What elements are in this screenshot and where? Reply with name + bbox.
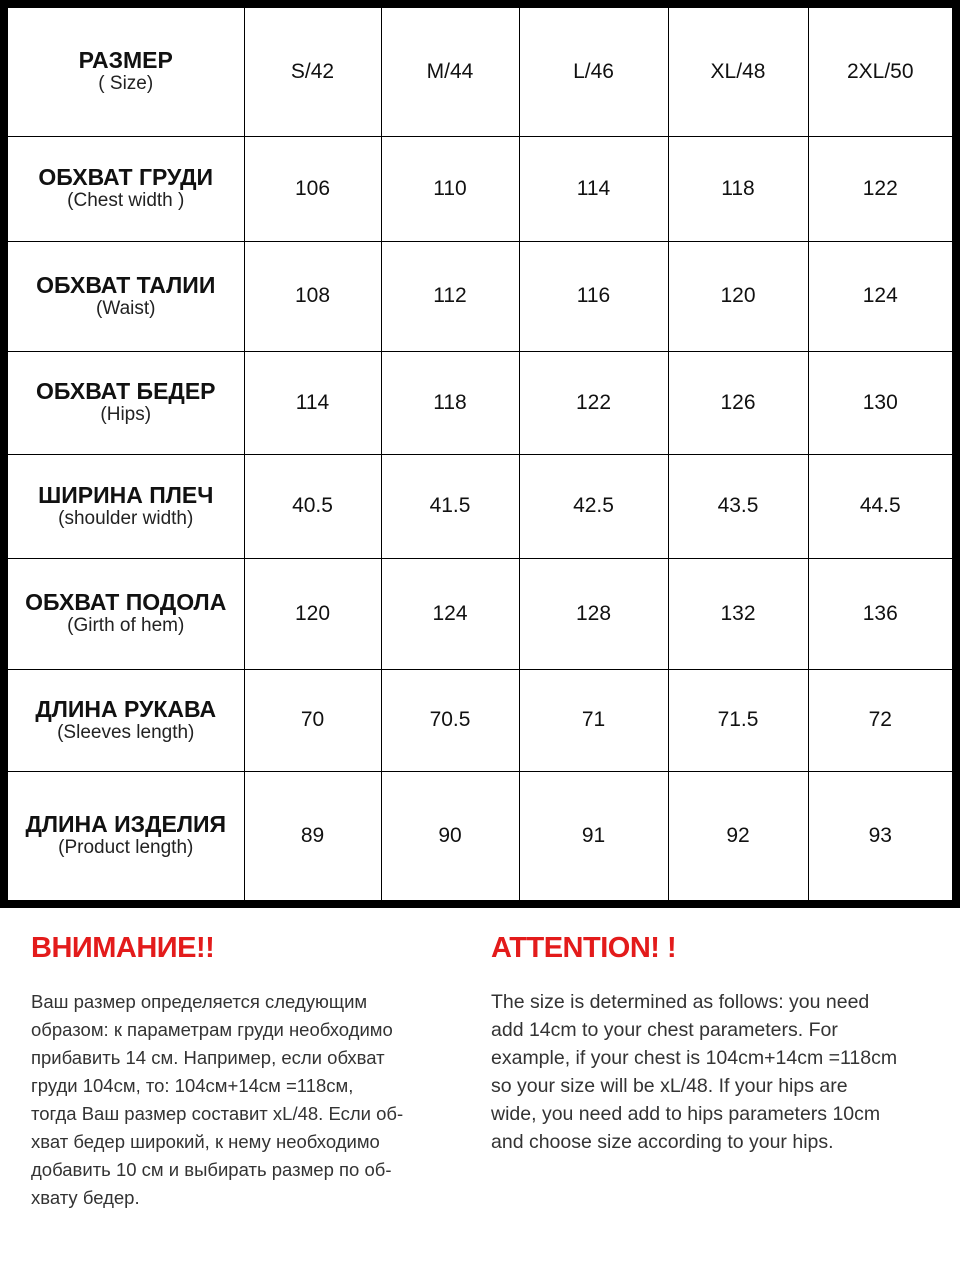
value-cell: 130 xyxy=(808,351,952,454)
value-cell: 136 xyxy=(808,558,952,669)
note-ru-body xyxy=(31,988,471,1212)
header-label-cell xyxy=(8,8,244,136)
note-en-line: add 14cm to your chest parameters. For xyxy=(491,1019,838,1041)
value-cell: 42.5 xyxy=(519,454,668,558)
row-label-ru: ШИРИНА ПЛЕЧ xyxy=(38,481,214,508)
value-cell: 124 xyxy=(808,241,952,351)
note-ru-line: тогда Ваш размер составит xL/48. Если об- xyxy=(31,1103,404,1124)
value-cell: 114 xyxy=(519,136,668,241)
value-cell: 92 xyxy=(668,771,808,900)
value-cell: 116 xyxy=(519,241,668,351)
row-label-ru: ОБХВАТ ГРУДИ xyxy=(38,164,214,190)
value-cell: 70.5 xyxy=(381,669,519,771)
row-label-cell xyxy=(8,136,244,241)
value-cell: 132 xyxy=(668,558,808,669)
value-cell: 40.5 xyxy=(244,454,381,558)
row-label-cell xyxy=(8,351,244,454)
value-cell: 118 xyxy=(381,351,519,454)
row-label-en: (Waist) xyxy=(96,297,156,319)
value-cell: 112 xyxy=(381,241,519,351)
row-label-ru: ДЛИНА ИЗДЕЛИЯ xyxy=(25,811,227,838)
value-cell: 110 xyxy=(381,136,519,241)
note-en-line: wide, you need add to hips parameters 10cm xyxy=(491,1103,881,1125)
note-ru-line: образом: к параметрам груди необходимо xyxy=(31,1019,393,1040)
row-label-en: (shoulder width) xyxy=(58,507,194,529)
row-label-en: (Hips) xyxy=(100,404,152,425)
table-row-shoulder xyxy=(8,454,952,558)
value-cell: 90 xyxy=(381,771,519,900)
value-cell: 91 xyxy=(519,771,668,900)
note-ru-line: хвату бедер. xyxy=(31,1187,140,1208)
row-label-cell xyxy=(8,771,244,900)
size-header-cell: S/42 xyxy=(244,8,381,136)
table-header-row xyxy=(8,8,952,136)
note-en-line: and choose size according to your hips. xyxy=(491,1131,834,1153)
header-label-en: ( Size) xyxy=(98,73,154,95)
value-cell: 120 xyxy=(244,558,381,669)
value-cell: 43.5 xyxy=(668,454,808,558)
value-cell: 126 xyxy=(668,351,808,454)
value-cell: 108 xyxy=(244,241,381,351)
note-ru-line: груди 104см, то: 104см+14см =118см, xyxy=(31,1075,354,1096)
table-row-hem xyxy=(8,558,952,669)
value-cell: 124 xyxy=(381,558,519,669)
note-en-body xyxy=(491,988,943,1156)
value-cell: 70 xyxy=(244,669,381,771)
row-label-en: (Chest width ) xyxy=(67,190,185,211)
value-cell: 122 xyxy=(808,136,952,241)
note-ru-line: добавить 10 см и выбирать размер по об- xyxy=(31,1159,392,1180)
note-en-title: ATTENTION! ! xyxy=(491,932,677,964)
table-row-hips xyxy=(8,351,952,454)
row-label-cell xyxy=(8,558,244,669)
value-cell: 93 xyxy=(808,771,952,900)
note-en-line: so your size will be xL/48. If your hips are xyxy=(491,1075,848,1097)
size-header-cell: L/46 xyxy=(519,8,668,136)
row-label-cell xyxy=(8,454,244,558)
note-ru-line: Ваш размер определяется следующим xyxy=(31,991,368,1012)
value-cell: 72 xyxy=(808,669,952,771)
table-row-sleeves xyxy=(8,669,952,771)
header-label-ru: РАЗМЕР xyxy=(78,47,173,74)
row-label-en: (Product length) xyxy=(58,837,194,859)
value-cell: 118 xyxy=(668,136,808,241)
row-label-cell xyxy=(8,669,244,771)
value-cell: 71 xyxy=(519,669,668,771)
note-ru-line: хват бедер широкий, к нему необходимо xyxy=(31,1131,380,1152)
note-ru-title: ВНИМАНИЕ!! xyxy=(31,932,215,964)
row-label-ru: ОБХВАТ БЕДЕР xyxy=(36,378,216,404)
row-label-ru: ОБХВАТ ПОДОЛА xyxy=(25,589,227,615)
size-chart-table xyxy=(8,8,952,900)
value-cell: 44.5 xyxy=(808,454,952,558)
row-label-en: (Girth of hem) xyxy=(67,615,185,636)
value-cell: 128 xyxy=(519,558,668,669)
value-cell: 122 xyxy=(519,351,668,454)
row-label-ru: ОБХВАТ ТАЛИИ xyxy=(36,271,216,298)
value-cell: 41.5 xyxy=(381,454,519,558)
value-cell: 114 xyxy=(244,351,381,454)
size-header-cell: 2XL/50 xyxy=(808,8,952,136)
value-cell: 120 xyxy=(668,241,808,351)
value-cell: 106 xyxy=(244,136,381,241)
table-row-waist xyxy=(8,241,952,351)
note-en-line: example, if your chest is 104cm+14cm =118cm xyxy=(491,1047,898,1069)
notes-section xyxy=(0,908,960,1280)
table-row-length xyxy=(8,771,952,900)
row-label-ru: ДЛИНА РУКАВА xyxy=(35,695,217,722)
value-cell: 89 xyxy=(244,771,381,900)
size-header-cell: M/44 xyxy=(381,8,519,136)
row-label-cell xyxy=(8,241,244,351)
size-header-cell: XL/48 xyxy=(668,8,808,136)
row-label-en: (Sleeves length) xyxy=(57,721,195,743)
note-en-line: The size is determined as follows: you need xyxy=(491,991,870,1013)
table-row-chest xyxy=(8,136,952,241)
note-ru-line: прибавить 14 см. Например, если обхват xyxy=(31,1047,385,1068)
value-cell: 71.5 xyxy=(668,669,808,771)
